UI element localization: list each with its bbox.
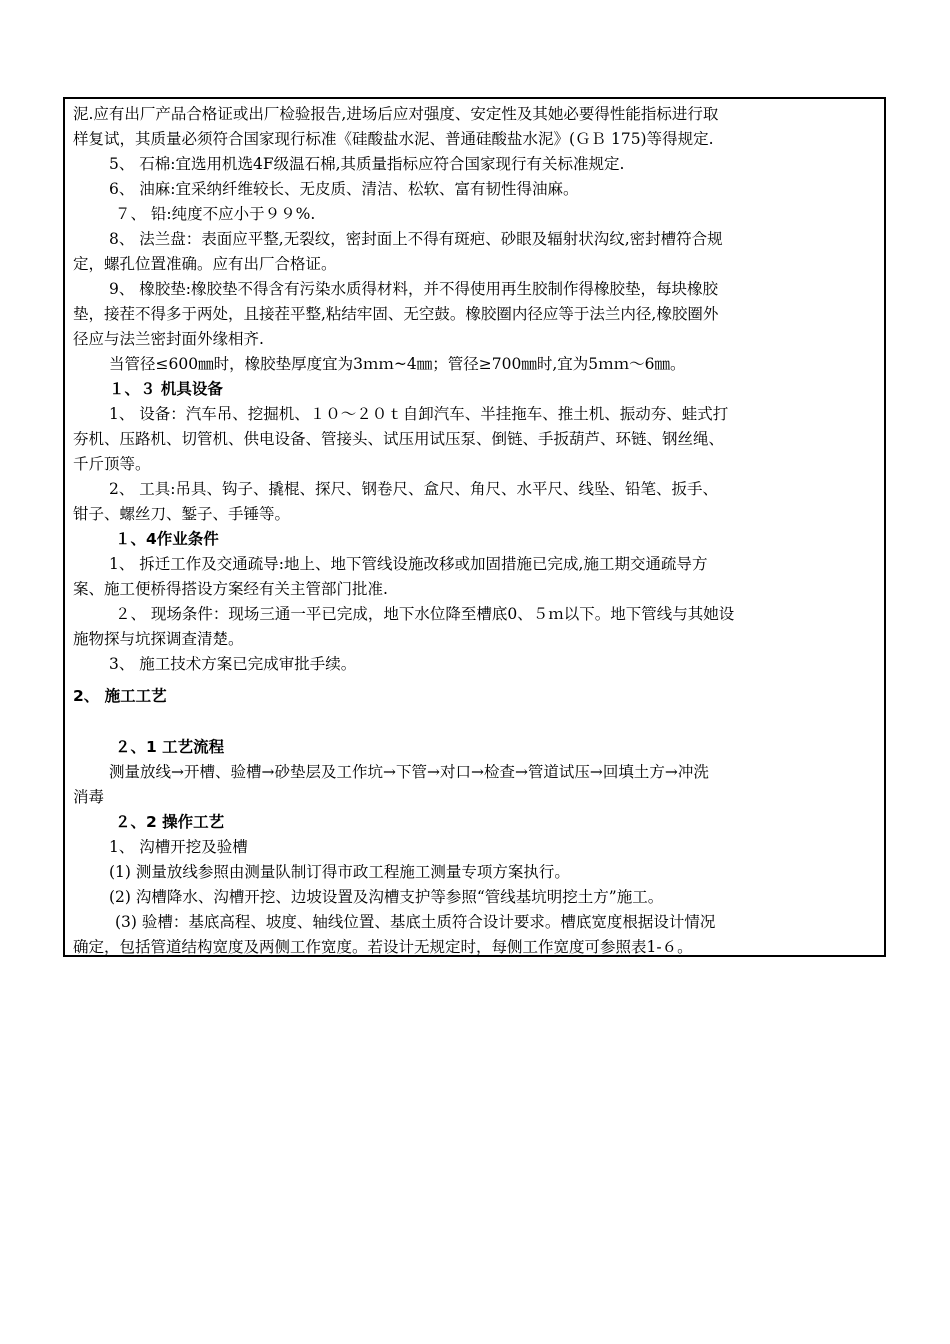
body-text-line: 施物探与坑探调查清楚。 — [73, 630, 244, 648]
body-text-line: 当管径≤600㎜时，橡胶垫厚度宜为3ｍｍ~4㎜；管径≥700㎜时,宜为5ｍｍ～6㎜。 — [109, 355, 686, 373]
section-heading: ２、2 操作工艺 — [115, 813, 225, 831]
body-text-line: 案、施工便桥得搭设方案经有关主管部门批准. — [73, 580, 388, 598]
section-heading: １、4作业条件 — [115, 530, 219, 548]
body-text-line: 消毒 — [73, 788, 105, 806]
body-text-line: 8、 法兰盘：表面应平整,无裂纹，密封面上不得有斑疤、砂眼及辐射状沟纹,密封槽符合规 — [109, 230, 723, 248]
body-text-line: (3) 验槽：基底高程、坡度、轴线位置、基底土质符合设计要求。槽底宽度根据设计情况 — [115, 913, 716, 931]
body-text-line: ７、 铅:纯度不应小于９９%. — [115, 205, 316, 223]
body-text-line: 确定，包括管道结构宽度及两侧工作宽度。若设计无规定时，每侧工作宽度可参照表1-６。 — [73, 938, 693, 956]
body-text-line: 钳子、螺丝刀、錾子、手锤等。 — [73, 505, 291, 523]
body-text-line: 垫，接茬不得多于两处，且接茬平整,粘结牢固、无空鼓。橡胶圈内径应等于法兰内径,橡胶圈外 — [73, 305, 719, 323]
body-text-line: 5、 石棉:宜选用机选4F级温石棉,其质量指标应符合国家现行有关标准规定. — [109, 155, 625, 173]
body-text-line: 1、 拆迁工作及交通疏导:地上、地下管线设施改移或加固措施已完成,施工期交通疏导方 — [109, 555, 708, 573]
body-text-line: ２、 现场条件：现场三通一平已完成，地下水位降至槽底0、５ｍ以下。地下管线与其她设 — [115, 605, 735, 623]
section-heading: ２、1 工艺流程 — [115, 738, 225, 756]
body-text-line: 1、 沟槽开挖及验槽 — [109, 838, 248, 856]
body-text-line: 夯机、压路机、切管机、供电设备、管接头、试压用试压泵、倒链、手扳葫芦、环链、钢丝绳、 — [73, 430, 725, 448]
section-heading: 2、 施工工艺 — [73, 687, 167, 705]
body-text-line: 3、 施工技术方案已完成审批手续。 — [109, 655, 357, 673]
body-text-line: 9、 橡胶垫:橡胶垫不得含有污染水质得材料，并不得使用再生胶制作得橡胶垫，每块橡胶 — [109, 280, 719, 298]
body-text-line: (2) 沟槽降水、沟槽开挖、边坡设置及沟槽支护等参照“管线基坑明挖土方”施工。 — [109, 888, 664, 906]
section-heading: １、３ 机具设备 — [109, 380, 223, 398]
body-text-line: 泥.应有出厂产品合格证或出厂检验报告,进场后应对强度、安定性及其她必要得性能指标进行取 — [73, 105, 719, 123]
body-text-line: 定，螺孔位置准确。应有出厂合格证。 — [73, 255, 337, 273]
body-text-line: 2、 工具:吊具、钩子、撬棍、探尺、钢卷尺、盒尺、角尺、水平尺、线坠、铅笔、扳手、 — [109, 480, 719, 498]
body-text-line: 测量放线→开槽、验槽→砂垫层及工作坑→下管→对口→检查→管道试压→回填土方→冲洗 — [109, 763, 709, 781]
body-text-line: 千斤顶等。 — [73, 455, 151, 473]
document-table-frame — [63, 97, 886, 957]
body-text-line: 径应与法兰密封面外缘相齐. — [73, 330, 264, 348]
body-text-line: (1) 测量放线参照由测量队制订得市政工程施工测量专项方案执行。 — [109, 863, 570, 881]
body-text-line: 1、 设备：汽车吊、挖掘机、１０～２０ｔ自卸汽车、半挂拖车、推土机、振动夯、蛙式打 — [109, 405, 729, 423]
body-text-line: 样复试，其质量必须符合国家现行标准《硅酸盐水泥、普通硅酸盐水泥》(ＧＢ 175)等得规定. — [73, 130, 714, 148]
body-text-line: 6、 油麻:宜采纳纤维较长、无皮质、清洁、松软、富有韧性得油麻。 — [109, 180, 579, 198]
